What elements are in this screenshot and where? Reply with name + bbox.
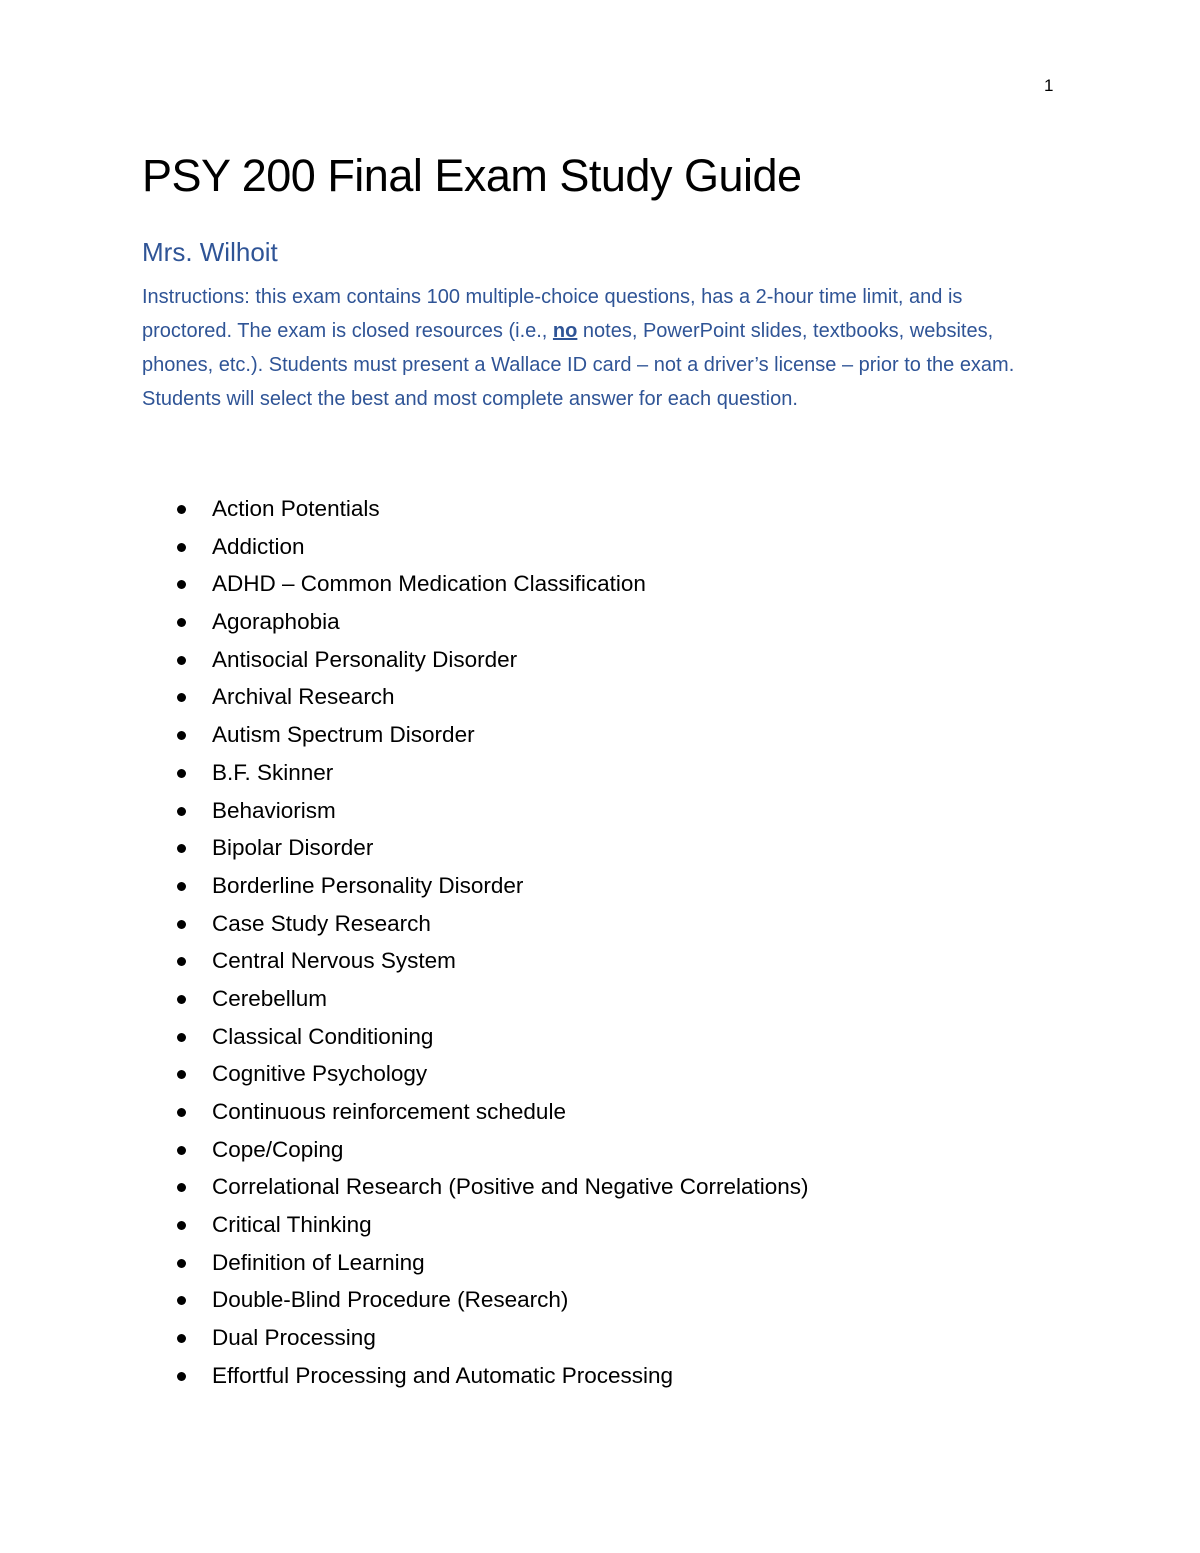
topic-label: Critical Thinking	[212, 1212, 372, 1238]
topic-label: ADHD – Common Medication Classification	[212, 571, 646, 597]
topic-label: Correlational Research (Positive and Negative Correlations)	[212, 1174, 809, 1200]
bullet-icon	[177, 1070, 186, 1079]
bullet-icon	[177, 957, 186, 966]
topic-item	[172, 678, 1072, 716]
topic-item	[172, 754, 1072, 792]
topic-item	[172, 490, 1072, 528]
bullet-icon	[177, 844, 186, 853]
topic-item	[172, 1357, 1072, 1395]
topic-label: Bipolar Disorder	[212, 835, 374, 861]
topic-item	[172, 867, 1072, 905]
topic-label: Definition of Learning	[212, 1249, 425, 1275]
bullet-icon	[177, 995, 186, 1004]
bullet-icon	[177, 618, 186, 627]
bullet-icon	[177, 920, 186, 929]
instructions-text-1: Instructions: this exam contains 100 multiple-choice questions, has a 2-hour time limit, and is proctored. The exam is closed resources (i.e.,	[142, 286, 963, 342]
topic-item	[172, 1168, 1072, 1206]
bullet-icon	[177, 1259, 186, 1268]
instructions-emphasis: no	[552, 320, 578, 342]
bullet-icon	[177, 1221, 186, 1230]
bullet-icon	[177, 1296, 186, 1305]
bullet-icon	[177, 505, 186, 514]
bullet-icon	[177, 731, 186, 740]
topic-item	[172, 1018, 1072, 1056]
bullet-icon	[177, 769, 186, 778]
topic-label: Dual Processing	[212, 1325, 376, 1351]
topic-item	[172, 528, 1072, 566]
bullet-icon	[177, 656, 186, 665]
topic-item	[172, 565, 1072, 603]
topic-item	[172, 1281, 1072, 1319]
topic-label: Classical Conditioning	[212, 1023, 434, 1049]
topic-item	[172, 905, 1072, 943]
page-number: 1	[1044, 76, 1054, 95]
bullet-icon	[177, 882, 186, 891]
topic-item	[172, 716, 1072, 754]
topic-item	[172, 829, 1072, 867]
topic-label: Case Study Research	[212, 910, 431, 936]
document-title: PSY 200 Final Exam Study Guide	[142, 150, 802, 201]
topic-label: Archival Research	[212, 684, 395, 710]
topic-item	[172, 1206, 1072, 1244]
topic-label: Behaviorism	[212, 797, 336, 823]
topic-item	[172, 942, 1072, 980]
topic-label: Action Potentials	[212, 496, 380, 521]
topic-label: Cognitive Psychology	[212, 1061, 428, 1087]
instructor-name: Mrs. Wilhoit	[142, 237, 278, 267]
bullet-icon	[177, 1372, 186, 1381]
topic-label: Central Nervous System	[212, 948, 456, 974]
topic-item	[172, 603, 1072, 641]
topic-label: Cope/Coping	[212, 1136, 344, 1162]
topic-item	[172, 792, 1072, 830]
topic-item	[172, 641, 1072, 679]
topic-label: Borderline Personality Disorder	[212, 872, 524, 898]
topic-label: B.F. Skinner	[212, 759, 334, 785]
topic-label: Autism Spectrum Disorder	[212, 722, 475, 748]
topic-label: Addiction	[212, 533, 305, 559]
bullet-icon	[177, 1334, 186, 1343]
topic-item	[172, 1131, 1072, 1169]
topic-label: Double-Blind Procedure (Research)	[212, 1287, 569, 1313]
topic-label: Agoraphobia	[212, 609, 340, 635]
bullet-icon	[177, 807, 186, 816]
bullet-icon	[177, 693, 186, 702]
topic-item	[172, 1055, 1072, 1093]
bullet-icon	[177, 1108, 186, 1117]
topic-label: Effortful Processing and Automatic Processing	[212, 1362, 674, 1388]
topic-item	[172, 1319, 1072, 1357]
topic-label: Antisocial Personality Disorder	[212, 646, 518, 672]
topic-label: Continuous reinforcement schedule	[212, 1099, 566, 1124]
topic-item	[172, 980, 1072, 1018]
bullet-icon	[177, 1183, 186, 1192]
exam-instructions	[142, 280, 1042, 416]
bullet-icon	[177, 580, 186, 589]
bullet-icon	[177, 1033, 186, 1042]
instructions-text-2: notes, PowerPoint slides, textbooks, websites, phones, etc.). Students must present a Wallace ID card – not a driver’s license – prior to the exam. Students will select the best and most complete answer for each question.	[142, 320, 1015, 410]
topic-label: Cerebellum	[212, 985, 328, 1011]
topic-list	[172, 490, 1072, 1395]
topic-item	[172, 1093, 1072, 1131]
bullet-icon	[177, 1146, 186, 1155]
topic-item	[172, 1244, 1072, 1282]
bullet-icon	[177, 543, 186, 552]
